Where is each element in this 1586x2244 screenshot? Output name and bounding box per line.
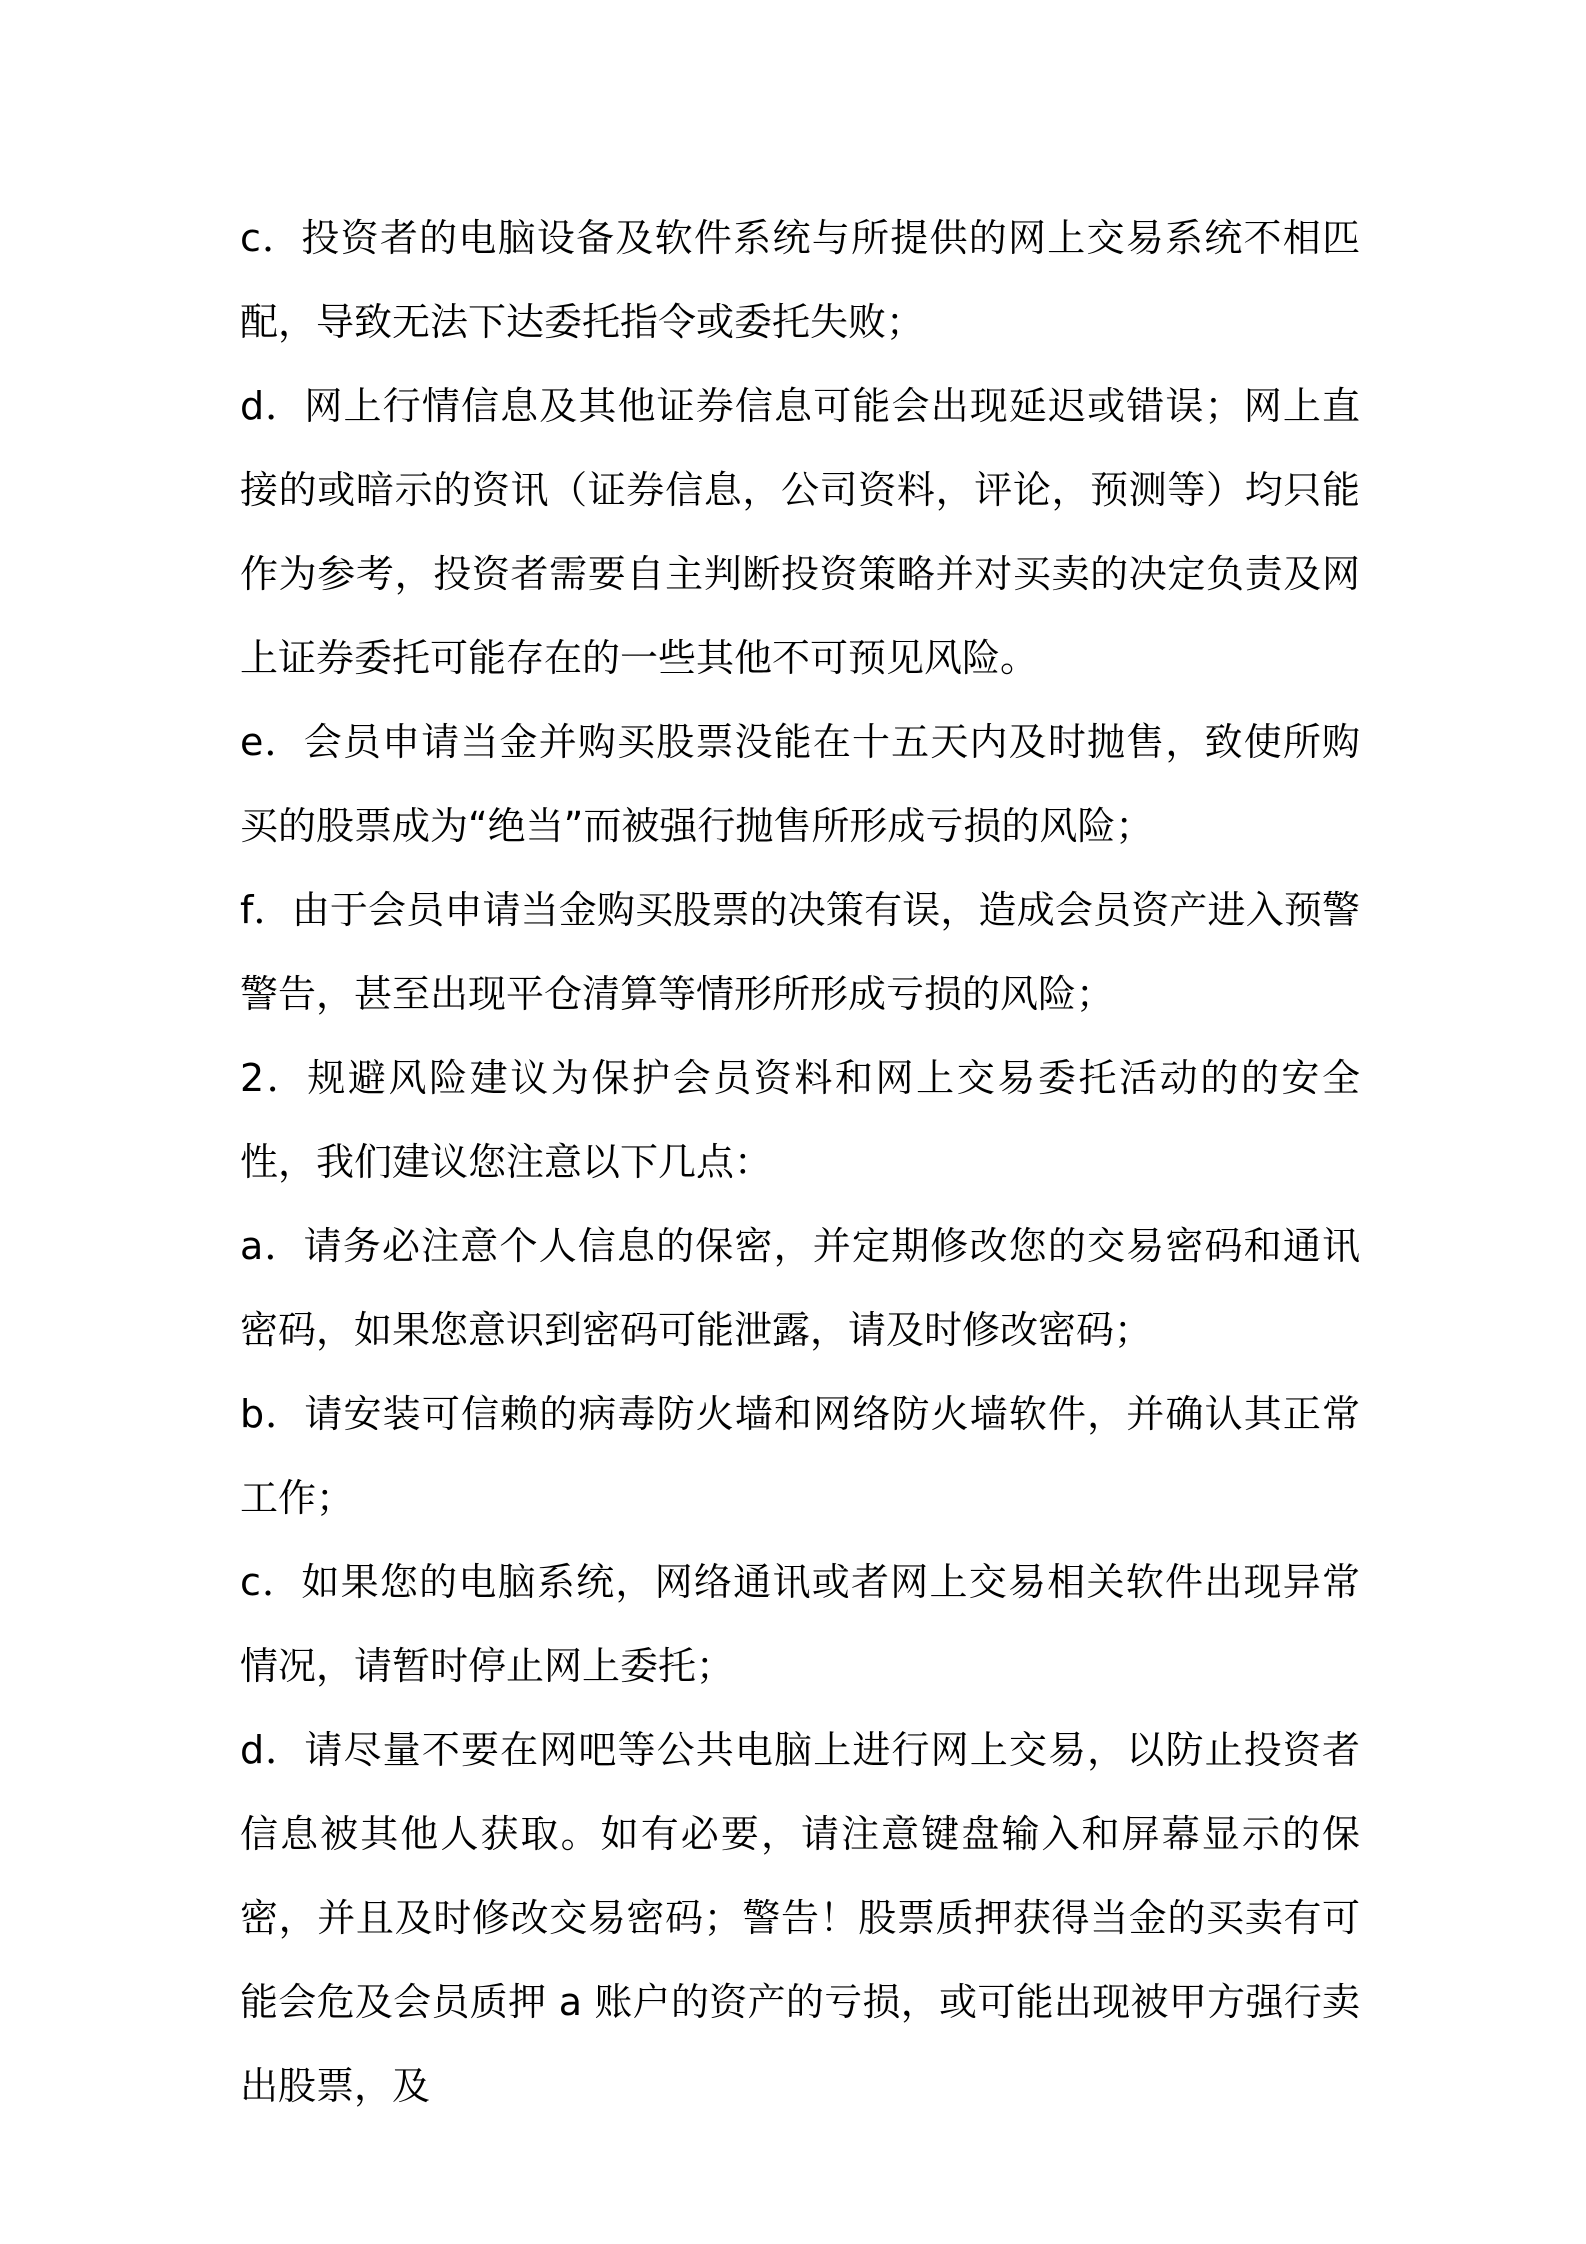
- paragraph-item-d-market-info: d．网上行情信息及其他证券信息可能会出现延迟或错误；网上直接的或暗示的资讯（证券信息，公司资料，评论，预测等）均只能作为参考，投资者需要自主判断投资策略并对买卖的决定负责及网上证券委托可能存在的一些其他不可预见风险。: [240, 384, 1360, 680]
- paragraph-item-a-privacy: a．请务必注意个人信息的保密，并定期修改您的交易密码和通讯密码，如果您意识到密码可能泄露，请及时修改密码；: [240, 1224, 1360, 1352]
- paragraph-item-e-pawn: e．会员申请当金并购买股票没能在十五天内及时抛售，致使所购买的股票成为“绝当”而被强行抛售所形成亏损的风险；: [240, 720, 1360, 848]
- paragraph-item-f-decision: f．由于会员申请当金购买股票的决策有误，造成会员资产进入预警警告，甚至出现平仓清算等情形所形成亏损的风险；: [240, 888, 1360, 1016]
- paragraph-item-c-abnormal: c．如果您的电脑系统，网络通讯或者网上交易相关软件出现异常情况，请暂时停止网上委托；: [240, 1560, 1360, 1688]
- paragraph-item-d-public-pc: d．请尽量不要在网吧等公共电脑上进行网上交易，以防止投资者信息被其他人获取。如有必要，请注意键盘输入和屏幕显示的保密，并且及时修改交易密码；警告！股票质押获得当金的买卖有可能会危及会员质押 a 账户的资产的亏损，或可能出现被甲方强行卖出股票，及: [240, 1728, 1360, 2108]
- paragraph-item-2-advice: 2．规避风险建议为保护会员资料和网上交易委托活动的的安全性，我们建议您注意以下几点：: [240, 1056, 1360, 1184]
- paragraph-item-c-system: c．投资者的电脑设备及软件系统与所提供的网上交易系统不相匹配，导致无法下达委托指令或委托失败；: [240, 216, 1360, 344]
- paragraph-item-b-firewall: b．请安装可信赖的病毒防火墙和网络防火墙软件，并确认其正常工作；: [240, 1392, 1360, 1520]
- document-body: [240, 196, 1360, 2128]
